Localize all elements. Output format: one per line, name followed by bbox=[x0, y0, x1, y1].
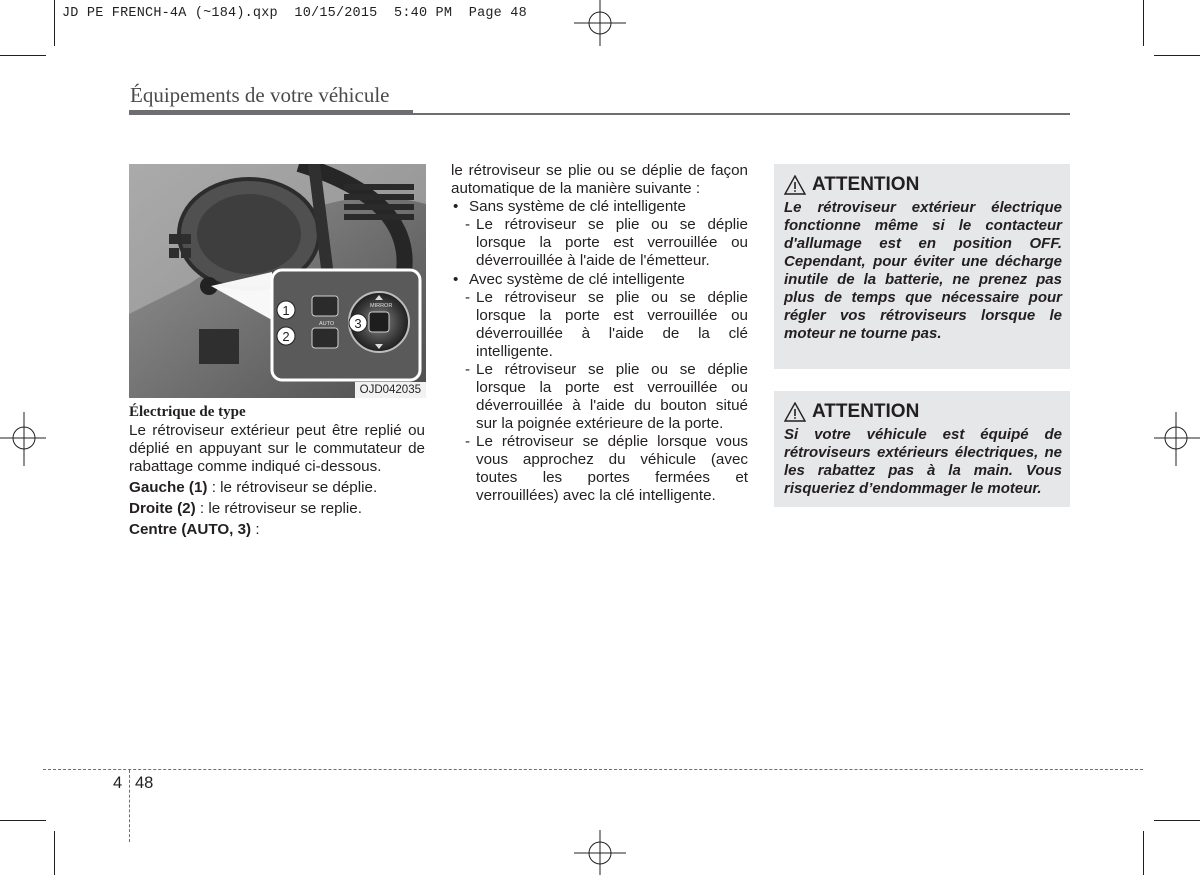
item-text: : bbox=[251, 521, 260, 538]
dash-mark: - bbox=[465, 216, 471, 233]
warning-triangle-icon bbox=[784, 175, 806, 195]
warning-title: ATTENTION bbox=[812, 401, 920, 422]
callout-1: 1 bbox=[282, 303, 290, 318]
sub-list-item bbox=[451, 433, 748, 505]
title-rule bbox=[129, 110, 413, 115]
bullet-mark: • bbox=[453, 198, 459, 215]
crop-mark bbox=[1154, 820, 1200, 821]
footer-rule bbox=[43, 769, 1143, 770]
switch-item-right bbox=[129, 500, 425, 518]
dash-text: Le rétroviseur se plie ou se déplie lorsque la porte est verrouillée ou déverrouillée à l'aide de l'émetteur. bbox=[476, 216, 748, 269]
column-2 bbox=[451, 162, 748, 505]
sub-list-item bbox=[451, 216, 748, 270]
bullet-text: Sans système de clé intelligente bbox=[469, 198, 686, 215]
warning-text: Le rétroviseur extérieur électrique fonctionne même si le contacteur d'allumage est en position OFF. Cependant, pour éviter une décharge inutile de la batterie, ne prenez pas plus de temps que nécessaire pour régler vos rétroviseurs lorsque le moteur ne tourne pas. bbox=[784, 199, 1062, 342]
crop-mark bbox=[54, 831, 55, 875]
crop-mark bbox=[1154, 55, 1200, 56]
warning-heading bbox=[784, 401, 1062, 423]
dash-text: Le rétroviseur se plie ou se déplie lorsque la porte est verrouillée ou déverrouillée à l'aide du bouton situé sur la poignée extérieure de la porte. bbox=[476, 361, 748, 432]
item-text: : le rétroviseur se déplie. bbox=[207, 479, 378, 496]
switch-item-center bbox=[129, 521, 425, 539]
warning-text: Si votre véhicule est équipé de rétroviseurs extérieurs électriques, ne les rabattez pas à la main. Vous risqueriez d’endommager le moteur. bbox=[784, 426, 1062, 497]
intro-paragraph: Le rétroviseur extérieur peut être replié ou déplié en appuyant sur le commutateur de rabattage comme indiqué ci-dessous. bbox=[129, 422, 425, 475]
item-label: Centre (AUTO, 3) bbox=[129, 521, 252, 538]
sub-list-item bbox=[451, 289, 748, 361]
dash-mark: - bbox=[465, 289, 471, 306]
section-number: 4 bbox=[113, 774, 123, 792]
figure-code: OJD042035 bbox=[355, 382, 426, 398]
page-number: 48 bbox=[135, 774, 154, 792]
mirror-switch-figure bbox=[129, 164, 426, 398]
warning-heading bbox=[784, 174, 1062, 196]
crop-mark bbox=[1143, 831, 1144, 875]
dashboard-illustration bbox=[129, 164, 426, 398]
column-2-intro: le rétroviseur se plie ou se déplie de façon automatique de la manière suivante : bbox=[451, 162, 748, 197]
crop-mark bbox=[54, 0, 55, 46]
dash-text: Le rétroviseur se plie ou se déplie lorsque la porte est verrouillée ou déverrouillée à l'aide de la clé intelligente. bbox=[476, 289, 748, 360]
sub-list-item bbox=[451, 361, 748, 433]
registration-mark-right bbox=[1154, 410, 1200, 470]
title-rule-thin bbox=[413, 113, 1070, 115]
list-item bbox=[451, 271, 748, 289]
print-slug: JD PE FRENCH-4A (~184).qxp 10/15/2015 5:40 PM Page 48 bbox=[62, 6, 527, 21]
bullet-mark: • bbox=[453, 271, 459, 288]
registration-mark-top bbox=[570, 0, 630, 46]
warning-title: ATTENTION bbox=[812, 174, 920, 195]
bullet-text: Avec système de clé intelligente bbox=[469, 271, 685, 288]
warning-box-2 bbox=[774, 391, 1070, 507]
item-text: : le rétroviseur se replie. bbox=[195, 500, 362, 517]
dash-text: Le rétroviseur se déplie lorsque vous vous approchez du véhicule (avec toutes les portes fermées et verrouillées) avec la clé intelligente. bbox=[476, 433, 748, 504]
subheading: Électrique de type bbox=[129, 404, 246, 420]
auto-label: AUTO bbox=[319, 321, 335, 327]
warning-box-1 bbox=[774, 164, 1070, 369]
mirror-label: MIRROR bbox=[370, 303, 393, 309]
callout-3: 3 bbox=[354, 316, 362, 331]
registration-mark-left bbox=[0, 410, 46, 470]
list-item bbox=[451, 198, 748, 216]
dash-mark: - bbox=[465, 361, 471, 378]
callout-2: 2 bbox=[282, 329, 290, 344]
registration-mark-bottom bbox=[570, 830, 630, 875]
crop-mark bbox=[1143, 0, 1144, 46]
switch-item-left bbox=[129, 479, 425, 497]
item-label: Droite (2) bbox=[129, 500, 196, 517]
dash-mark: - bbox=[465, 433, 471, 450]
warning-triangle-icon bbox=[784, 402, 806, 422]
item-label: Gauche (1) bbox=[129, 479, 208, 496]
crop-mark bbox=[0, 820, 46, 821]
section-title: Équipements de votre véhicule bbox=[130, 83, 390, 107]
footer-divider bbox=[129, 770, 130, 842]
crop-mark bbox=[0, 55, 46, 56]
column-1 bbox=[129, 403, 425, 539]
